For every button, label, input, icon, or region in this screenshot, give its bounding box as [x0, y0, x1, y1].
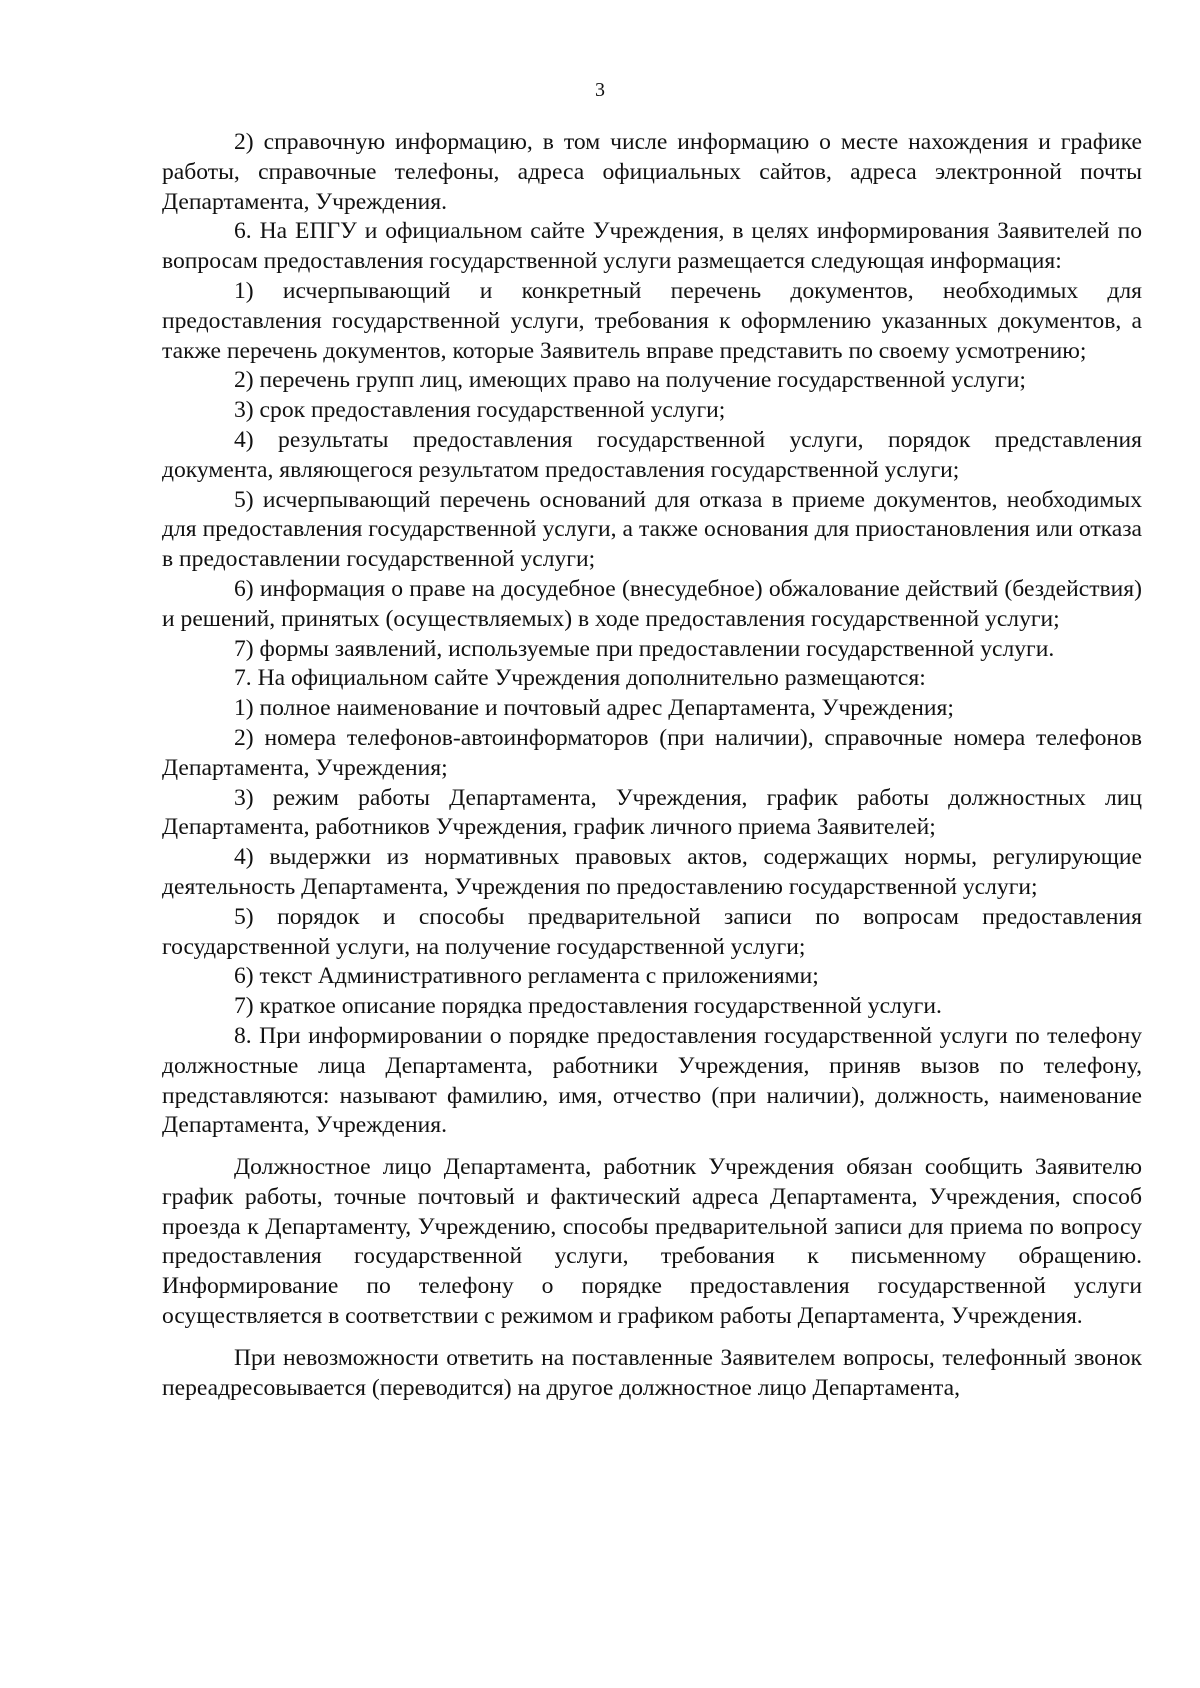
- paragraph: 3) режим работы Департамента, Учреждения, график работы должностных лиц Департамента, работников Учреждения, график личного приема Заявителей;: [162, 784, 1142, 841]
- paragraph: 7) краткое описание порядка предоставления государственной услуги.: [234, 993, 942, 1020]
- paragraph: 4) выдержки из нормативных правовых актов, содержащих нормы, регулирующие деятельность Департамента, Учреждения по предоставлению государственной услуги;: [162, 844, 1142, 900]
- paragraph: 7) формы заявлений, используемые при предоставлении государственной услуги.: [234, 635, 1055, 662]
- paragraph: Должностное лицо Департамента, работник Учреждения обязан сообщить Заявителю график работы, точные почтовый и фактический адреса Департамента, Учреждения, способ проезда к Департаменту, Учреждению, способы предварительной записи для приема по вопросу предоставления государственной услуги, требования к письменному обращению. Информирование по телефону о порядке предоставления государственной услуги осуществляется в соответствии с режимом и графиком работы Департамента, Учреждения.: [162, 1154, 1142, 1330]
- paragraph: 7. На официальном сайте Учреждения дополнительно размещаются:: [234, 665, 926, 692]
- paragraph: 6) текст Административного регламента с приложениями;: [234, 963, 819, 990]
- paragraph: 6) информация о праве на досудебное (внесудебное) обжалование действий (бездействия) и решений, принятых (осуществляемых) в ходе предоставления государственной услуги;: [162, 575, 1142, 632]
- paragraph: 5) исчерпывающий перечень оснований для отказа в приеме документов, необходимых для предоставления государственной услуги, а также основания для приостановления или отказа в предоставлении государственной услуги;: [162, 486, 1142, 573]
- document-body: [162, 128, 1142, 1403]
- page-number: 3: [595, 79, 605, 101]
- paragraph: 1) полное наименование и почтовый адрес Департамента, Учреждения;: [234, 695, 954, 722]
- paragraph: 8. При информировании о порядке предоставления государственной услуги по телефону должностные лица Департамента, работники Учреждения, приняв вызов по телефону, представляются: называют фамилию, имя, отчество (при наличии), должность, наименование Департамента, Учреждения.: [162, 1022, 1142, 1139]
- paragraph: 1) исчерпывающий и конкретный перечень документов, необходимых для предоставления государственной услуги, требования к оформлению указанных документов, а также перечень документов, которые Заявитель вправе представить по своему усмотрению;: [162, 277, 1142, 364]
- paragraph: При невозможности ответить на поставленные Заявителем вопросы, телефонный звонок переадресовывается (переводится) на другое должностное лицо Департамента,: [162, 1344, 1142, 1401]
- paragraph: 3) срок предоставления государственной услуги;: [234, 397, 726, 424]
- paragraph: 5) порядок и способы предварительной записи по вопросам предоставления государственной услуги, на получение государственной услуги;: [162, 903, 1142, 960]
- paragraph: 2) справочную информацию, в том числе информацию о месте нахождения и графике работы, справочные телефоны, адреса официальных сайтов, адреса электронной почты Департамента, Учреждения.: [162, 129, 1142, 215]
- paragraph: 4) результаты предоставления государственной услуги, порядок представления документа, являющегося результатом предоставления государственной услуги;: [162, 426, 1142, 483]
- paragraph: 2) перечень групп лиц, имеющих право на получение государственной услуги;: [234, 367, 1026, 394]
- paragraph: 6. На ЕПГУ и официальном сайте Учреждения, в целях информирования Заявителей по вопросам предоставления государственной услуги размещается следующая информация:: [162, 218, 1142, 275]
- paragraph: 2) номера телефонов-автоинформаторов (при наличии), справочные номера телефонов Департамента, Учреждения;: [162, 724, 1142, 781]
